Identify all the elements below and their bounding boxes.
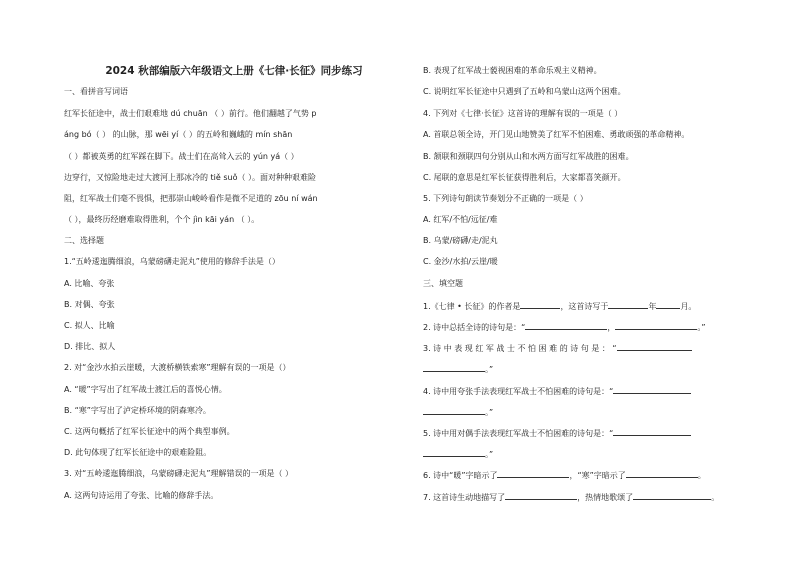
fill-3-blank-a[interactable] <box>617 343 692 351</box>
question-1: 1.“五岭逶迤腾细浪，乌蒙磅礴走泥丸”使用的修辞手法是（） <box>64 257 280 266</box>
fill-2: 2. 诗中总括全诗的诗句是：“ ， 。” <box>423 323 706 332</box>
page-title: 2024 秋部编版六年级语文上册《七律·长征》同步练习 <box>105 65 363 77</box>
q4-option-a: A. 首联总领全诗，开门见山地赞美了红军不怕困难、勇敢顽强的革命精神。 <box>423 130 690 139</box>
fill-4-cont: 。” <box>423 407 493 417</box>
section-1-heading: 一、看拼音写词语 <box>64 87 128 96</box>
passage-line-1: 红军长征途中，战士们艰难地 dú chuān （ ）前行。他们翻越了气势 p <box>64 109 317 118</box>
passage-line-6: （ ），最终历经磨难取得胜利，个个 jìn kāi yán （ ）。 <box>64 215 260 224</box>
fill-1-blank-author[interactable] <box>520 301 560 309</box>
fill-1-blank-year[interactable] <box>608 301 648 309</box>
fill-7-blank-a[interactable] <box>505 492 577 500</box>
fill-6-blank-b[interactable] <box>626 470 698 478</box>
fill-2-blank-b[interactable] <box>615 322 697 330</box>
fill-4: 4. 诗中用夸张手法表现红军战士不怕困难的诗句是：“ <box>423 386 691 396</box>
fill-5-cont: 。” <box>423 449 493 459</box>
fill-3-blank-b[interactable] <box>423 364 485 372</box>
fill-1: 1.《七律 • 长征》的作者是 ，这首诗写于 年 月。 <box>423 302 697 311</box>
q1-option-b: B. 对偶、夸张 <box>64 300 115 309</box>
q3-option-b: B. 表现了红军战士藐视困难的革命乐观主义精神。 <box>423 66 602 75</box>
passage-line-4: 边穿行，又惊险地走过大渡河上那冰冷的 tiě suǒ（ ）。面对种种艰难险 <box>64 173 317 182</box>
fill-7-blank-b[interactable] <box>633 492 711 500</box>
fill-6: 6. 诗中“暖”字暗示了 ，“寒”字暗示了 。 <box>423 471 706 480</box>
fill-1-blank-month[interactable] <box>656 301 680 309</box>
fill-3: 3. 诗 中 表 现 红 军 战 士 不 怕 困 难 的 诗 句 是 ： “ <box>423 343 692 353</box>
passage-line-5: 阻，红军战士们毫不畏惧，把那崇山峻岭看作是微不足道的 zōu ní wán <box>64 194 318 203</box>
passage-line-2: áng bó（ ） 的山脉，那 wēi yí（ ）的五岭和巍峨的 mín shān <box>64 130 293 139</box>
fill-4-blank-a[interactable] <box>613 386 691 394</box>
fill-5: 5. 诗中用对偶手法表现红军战士不怕困难的诗句是：“ <box>423 428 691 438</box>
question-5: 5. 下列诗句朗读节奏划分不正确的一项是（ ） <box>423 194 588 203</box>
question-3: 3. 对“五岭逶迤腾细浪，乌蒙磅礴走泥丸”理解错误的一项是（ ） <box>64 469 294 478</box>
q1-option-d: D. 排比、拟人 <box>64 342 116 351</box>
q2-option-a: A. “暖”字写出了红军战士渡江后的喜悦心情。 <box>64 385 227 394</box>
fill-7: 7. 这首诗生动地描写了 ，热情地歌颂了 。 <box>423 493 720 502</box>
q2-option-d: D. 此句体现了红军长征途中的艰难险阻。 <box>64 448 212 457</box>
q5-option-c: C. 金沙/水拍/云崖/暖 <box>423 257 498 266</box>
q2-option-c: C. 这两句概括了红军长征途中的两个典型事例。 <box>64 427 235 436</box>
q5-option-b: B. 乌蒙/磅礴/走/泥丸 <box>423 236 498 245</box>
section-3-heading: 三、填空题 <box>423 279 463 288</box>
q4-option-b: B. 颔联和颈联四句分别从山和水两方面写红军战胜的困难。 <box>423 152 634 161</box>
fill-5-blank-b[interactable] <box>423 449 485 457</box>
q1-option-c: C. 拟人、比喻 <box>64 321 115 330</box>
passage-line-3: （ ）都被英勇的红军踩在脚下。战士们在高耸入云的 yún yá（ ） <box>64 152 299 161</box>
q4-option-c: C. 尾联的意思是红军长征获得胜利后，大家都喜笑颜开。 <box>423 173 626 182</box>
q1-option-a: A. 比喻、夸张 <box>64 279 115 288</box>
question-4: 4. 下列对《七律·长征》这首诗的理解有误的一项是（ ） <box>423 109 623 118</box>
fill-5-blank-a[interactable] <box>613 428 691 436</box>
q3-option-c: C. 说明红军长征途中只遇到了五岭和乌蒙山这两个困难。 <box>423 87 626 96</box>
question-2: 2. 对“金沙水拍云崖暖，大渡桥横铁索寒”理解有误的一项是（） <box>64 363 291 372</box>
fill-6-blank-a[interactable] <box>497 470 569 478</box>
fill-2-blank-a[interactable] <box>525 322 607 330</box>
q2-option-b: B. “寒”字写出了泸定桥环境的阴森寒冷。 <box>64 406 211 415</box>
fill-4-blank-b[interactable] <box>423 407 485 415</box>
fill-3-cont: 。” <box>423 364 493 374</box>
section-2-heading: 二、选择题 <box>64 236 104 245</box>
q5-option-a: A. 红军/不怕/远征/难 <box>423 215 498 224</box>
q3-option-a: A. 这两句诗运用了夸张、比喻的修辞手法。 <box>64 491 219 500</box>
